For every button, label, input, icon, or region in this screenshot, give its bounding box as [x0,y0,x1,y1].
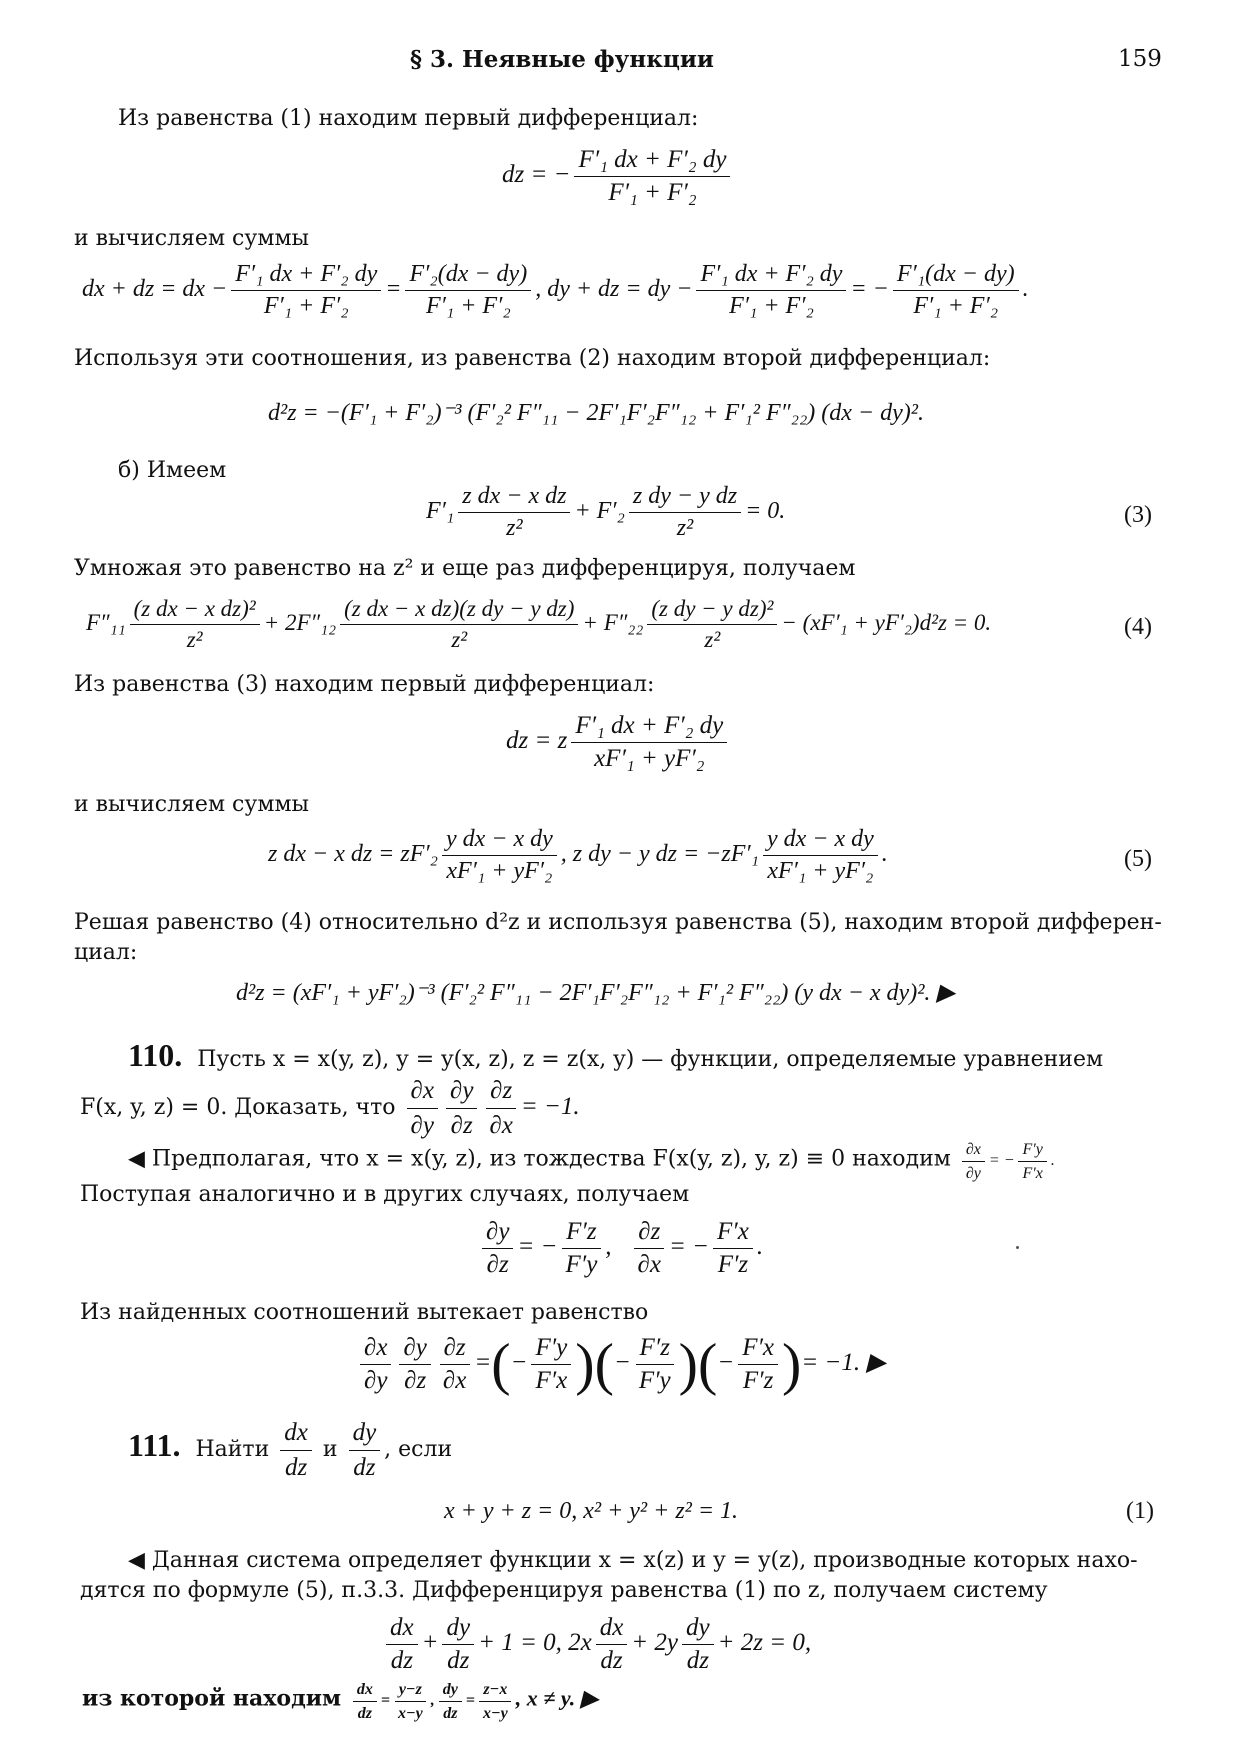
paragraph: Используя эти соотношения, из равенства (2) находим второй дифференциал: [74,346,991,371]
section-title: § 3. Неявные функции [410,46,714,73]
paragraph: циал: [74,940,138,965]
equation: d²z = −(F′₁ + F′₂)⁻³ (F′₂² F″₁₁ − 2F′₁F′₂F″₁₂ + F′₁² F″₂₂) (dx − dy)². [268,400,924,426]
scan-speck [1016,1246,1019,1249]
equation: dz = z $\frac{\text{F′₁ dx + F′₂ dy}}{\text{xF′₁ + yF′₂}}$ [506,712,731,773]
paragraph: дятся по формуле (5), п.3.3. Дифференцируя равенства (1) по z, получаем систему [80,1578,1048,1603]
problem-110-line2: F(x, y, z) = 0. Доказать, что $\frac{\partial x}{\partial y}$ $\frac{\partial y}{\partial z}$ $\frac{\partial z}{\partial x}$ = −1. [80,1077,580,1139]
paragraph: и вычисляем суммы [74,226,310,251]
equation: x + y + z = 0, x² + y² + z² = 1. [444,1498,739,1524]
equation: dx + dz = dx − $\frac{\text{F′₁ dx + F′₂ dy}}{\text{F′₁ + F′₂}}$ = $\frac{\text{F′₂(dx − dy)}}{\text{F′₁ + F′₂}}$ , dy + dz = dy − $\frac{\text{F′₁ dx + F′₂ dy}}{\text{F′₁ + F′₂}}$ = − $\frac{\text{F′₁(dx − dy)}}{\text{F′₁ + F′₂}}$ . [82,261,1029,319]
equation: $\frac{\partial x}{\partial y}$ $\frac{\partial y}{\partial z}$ $\frac{\partial z}{\partial x}$ =(− $\frac{F'y}{F'x}$ )(− $\frac{F'z}{F'y}$ )(− $\frac{F'x}{F'z}$ )= −1. ▶ [356,1334,886,1395]
equation: $\frac{\partial y}{\partial z}$ = − $\frac{F'z}{F'y}$ , $\frac{\partial z}{\partial x}$ = − $\frac{F'x}{F'z}$ . [478,1218,763,1279]
equation: dz = − $\frac{\text{F′₁ dx + F′₂ dy}}{\text{F′₁ + F′₂}}$ [502,146,734,207]
problem-number: 110. [128,1037,183,1073]
paragraph: Поступая аналогично и в других случаях, получаем [80,1182,690,1207]
paragraph: Из равенства (1) находим первый дифференциал: [118,106,699,131]
equation-number: (3) [1124,502,1152,528]
paragraph: Умножая это равенство на z² и еще раз дифференцируя, получаем [74,556,856,581]
problem-110-solution: ◀ Предполагая, что x = x(y, z), из тождества F(x(y, z), y, z) ≡ 0 находим $\frac{\partial x}{\partial y}$ = − $\frac{F'y}{F'x}$ . [128,1141,1055,1183]
paragraph: Из найденных соотношений вытекает равенство [80,1300,649,1325]
paragraph: Из равенства (3) находим первый дифференциал: [74,672,655,697]
problem-111-statement: 111. Найти $\frac{dx}{dz}$ и $\frac{dy}{dz}$ , если [128,1419,453,1481]
equation: $\frac{dx}{dz}$ + $\frac{dy}{dz}$ + 1 = 0, 2x $\frac{dx}{dz}$ + 2y $\frac{dy}{dz}$ + 2z = 0, [382,1614,811,1675]
paragraph: Решая равенство (4) относительно d²z и используя равенства (5), находим второй дифферен- [74,910,1162,935]
equation: d²z = (xF′₁ + yF′₂)⁻³ (F′₂² F″₁₁ − 2F′₁F′₂F″₁₂ + F′₁² F″₂₂) (y dx − x dy)². ▶ [236,980,955,1006]
paragraph: и вычисляем суммы [74,792,310,817]
equation: F″₁₁ $\frac{\text{(z dx − x dz)²}}{\text{z²}}$ + 2F″₁₂ $\frac{\text{(z dx − x dz)(z dy − y dz)}}{\text{z²}}$ + F″₂₂ $\frac{\text{(z dy − y dz)²}}{\text{z²}}$ − (xF′₁ + yF′₂)d²z = 0. [86,596,992,652]
page-number: 159 [1118,46,1162,72]
equation-number: (1) [1126,1498,1154,1524]
equation: F′₁ $\frac{\text{z dx − x dz}}{\text{z²}}$ + F′₂ $\frac{\text{z dy − y dz}}{\text{z²}}$ = 0. [426,483,786,541]
equation-number: (4) [1124,614,1152,640]
problem-111-solution: ◀ Данная система определяет функции x = x(z) и y = y(z), производные которых нахо- [128,1548,1138,1573]
equation-number: (5) [1124,846,1152,872]
problem-110-statement: 110. Пусть x = x(y, z), y = y(x, z), z = z(x, y) — функции, определяемые уравнением [128,1037,1104,1073]
problem-111-answer: из которой находим $\frac{dx}{dz}$ = $\frac{y-z}{x-y}$ , $\frac{dy}{dz}$ = $\frac{z-x}{x-y}$ , x ≠ y. ▶ [82,1681,598,1723]
paragraph: б) Имеем [118,458,227,483]
equation: z dx − x dz = zF′₂ $\frac{\text{y dx − x dy}}{\text{xF′₁ + yF′₂}}$ , z dy − y dz = −zF′₁ $\frac{\text{y dx − x dy}}{\text{xF′₁ + yF′₂}}$ . [268,826,888,884]
problem-number: 111. [128,1427,181,1464]
